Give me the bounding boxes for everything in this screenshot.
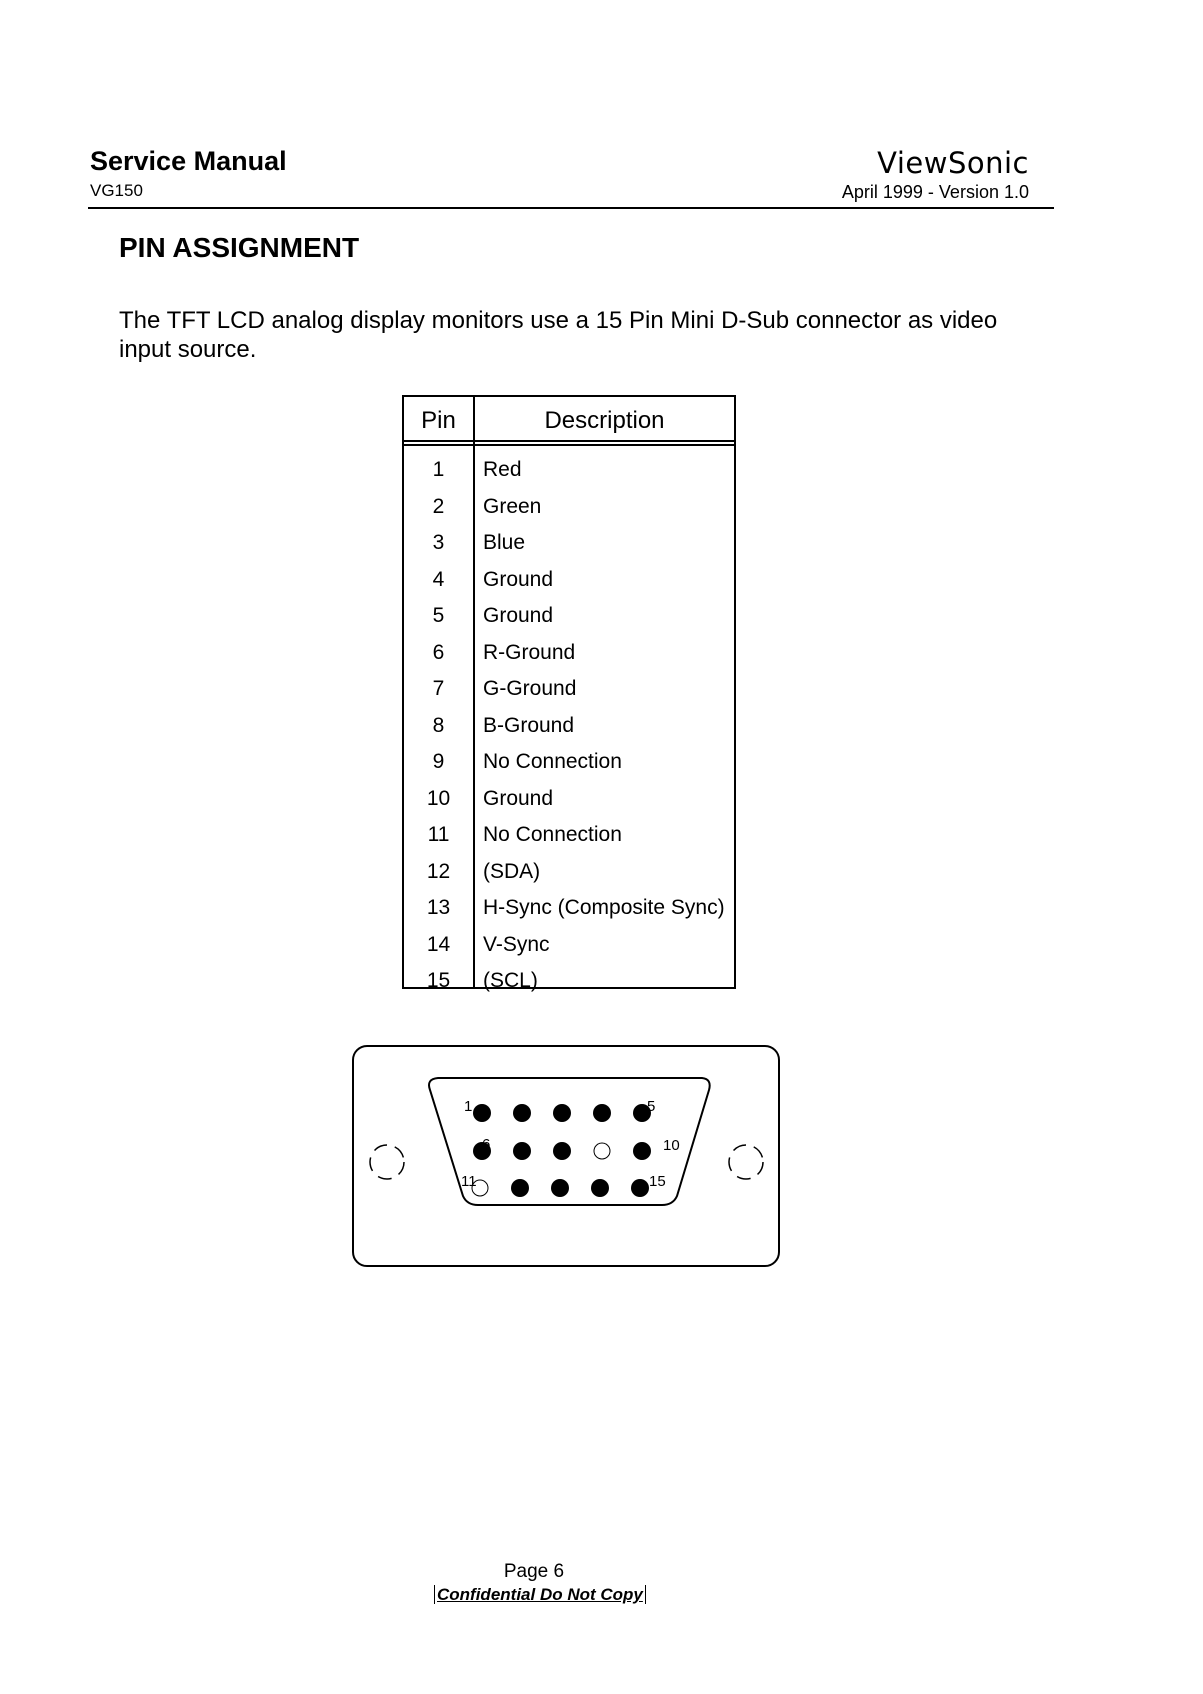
- pin-7: [513, 1142, 531, 1160]
- table-row: [404, 742, 734, 779]
- header-rule: [404, 440, 734, 442]
- confidential-notice: Confidential Do Not Copy: [434, 1585, 646, 1604]
- pin-assignment-table: [402, 395, 736, 992]
- date-version: April 1999 - Version 1.0: [841, 182, 1029, 202]
- label-pin-11: 11: [461, 1173, 477, 1190]
- header-description: Description: [544, 407, 665, 434]
- intro-paragraph: The TFT LCD analog display monitors use a 15 Pin Mini D-Sub connector as video input source.: [119, 307, 998, 363]
- table-row: [404, 888, 734, 925]
- model-number: VG150: [90, 181, 143, 200]
- pin-grid: [472, 1104, 651, 1197]
- header-pin: Pin: [421, 407, 456, 434]
- pin-number-cell: 9: [432, 750, 445, 773]
- pin-number-cell: 13: [426, 896, 451, 919]
- pin-2: [513, 1104, 531, 1122]
- pin-10: [633, 1142, 651, 1160]
- pin-description-cell: (SDA): [483, 859, 541, 883]
- pin-description-cell: Ground: [483, 567, 554, 591]
- pin-8: [553, 1142, 571, 1160]
- mounting-hole-left: [370, 1145, 404, 1179]
- label-pin-10: 10: [663, 1137, 680, 1154]
- pin-12: [511, 1179, 529, 1197]
- pin-description-cell: Green: [483, 494, 542, 518]
- header-rule-double: [404, 444, 734, 446]
- table-row: [404, 706, 734, 743]
- pin-number-cell: 12: [426, 859, 451, 883]
- pin-9: [594, 1143, 610, 1159]
- pin-number-cell: 11: [427, 823, 450, 846]
- table-row: [404, 487, 734, 524]
- pin-15: [631, 1179, 649, 1197]
- pin-number-cell: 7: [432, 677, 445, 700]
- table-row: [404, 815, 734, 852]
- pin-description-cell: Ground: [483, 604, 554, 627]
- pin-description-cell: Blue: [483, 531, 526, 554]
- brand-name: ViewSonic: [877, 146, 1029, 180]
- pin-1: [473, 1104, 491, 1122]
- label-pin-1: 1: [464, 1098, 473, 1115]
- table-row: [404, 779, 734, 816]
- table-row: [404, 523, 734, 560]
- pin-description-cell: R-Ground: [483, 640, 576, 664]
- mounting-hole-right: [729, 1145, 763, 1179]
- pin-description-cell: Ground: [483, 786, 554, 810]
- label-pin-15: 15: [649, 1173, 666, 1190]
- pin-number-cell: 6: [432, 640, 445, 664]
- label-pin-5: 5: [647, 1098, 656, 1115]
- pin-13: [551, 1179, 569, 1197]
- pin-description-cell: V-Sync: [483, 932, 550, 956]
- pin-description-cell: (SCL): [483, 969, 538, 992]
- pin-description-cell: G-Ground: [483, 677, 577, 700]
- page-number: Page 6: [503, 1561, 565, 1582]
- pin-number-cell: 3: [432, 531, 445, 554]
- document-title: Service Manual: [90, 146, 287, 176]
- label-pin-6: 6: [482, 1136, 491, 1153]
- pin-3: [553, 1104, 571, 1122]
- pin-description-cell: Red: [483, 458, 522, 481]
- table-row: [404, 852, 734, 889]
- pin-number-cell: 4: [432, 567, 445, 591]
- pin-description-cell: B-Ground: [483, 713, 575, 737]
- table-row: [404, 596, 734, 633]
- pin-description-cell: No Connection: [483, 750, 622, 773]
- pin-number-cell: 5: [432, 604, 445, 627]
- section-title: PIN ASSIGNMENT: [119, 232, 360, 263]
- pin-number-cell: 8: [432, 713, 445, 737]
- table-row: [404, 560, 734, 597]
- pin-number-cell: 2: [432, 494, 445, 518]
- pin-4: [593, 1104, 611, 1122]
- table-row: [404, 450, 734, 487]
- pin-14: [591, 1179, 609, 1197]
- table-row: [404, 961, 734, 998]
- pin-number-cell: 1: [432, 458, 445, 481]
- pin-number-cell: 15: [426, 969, 451, 992]
- header-divider: [88, 207, 1054, 209]
- table-row: [404, 633, 734, 670]
- pin-number-cell: 14: [426, 932, 451, 956]
- table-row: [404, 669, 734, 706]
- table-row: [404, 925, 734, 962]
- d-sub-connector-diagram: [352, 1045, 792, 1275]
- pin-description-cell: H-Sync (Composite Sync): [483, 896, 725, 919]
- pin-number-cell: 10: [426, 786, 451, 810]
- pin-description-cell: No Connection: [483, 823, 622, 846]
